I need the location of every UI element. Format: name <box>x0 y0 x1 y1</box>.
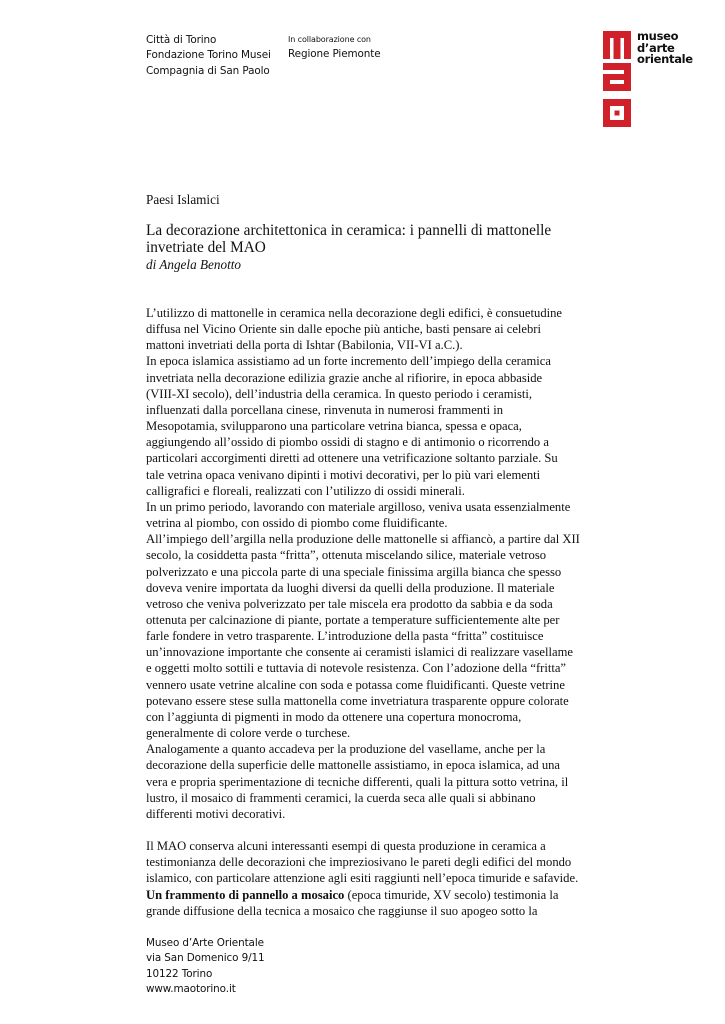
institution-name: Città di Torino <box>146 34 217 46</box>
document-title <box>146 223 616 256</box>
paragraph-gap <box>146 822 586 838</box>
body-line: In un primo periodo, lavorando con materiale argilloso, veniva usata essenzialmente <box>146 499 571 514</box>
body-line <box>146 887 586 903</box>
institution-name: Compagnia di San Paolo <box>146 64 270 77</box>
museum-name-line: d’arte <box>637 40 675 55</box>
institutions-block <box>146 33 286 79</box>
body-line: islamico, con particolare attenzione agli esiti raggiunti nell’epoca timuride e safavide. <box>146 871 579 886</box>
body-line: doveva venire importata da luoghi diversi da quelli della produzione. Il materiale <box>146 580 555 595</box>
body-line: generalmente di colore verde o turchese. <box>146 726 351 741</box>
body-line: lustro, il mosaico di frammenti ceramici, la cuerda seca alle quali si abbinano <box>146 790 536 805</box>
body-line: aggiungendo all’ossido di piombo ossidi di stagno e di antimonio o ricorrendo a <box>146 435 549 450</box>
body-line: polverizzato e una piccola parte di una speciale finissima argilla bianca che spesso <box>146 564 562 579</box>
institution-name: Fondazione Torino Musei <box>146 49 271 62</box>
body-line: L’utilizzo di mattonelle in ceramica nella decorazione degli edifici, è consuetudine <box>146 306 563 320</box>
body-line: un’innovazione importante che consente ai ceramisti islamici di realizzare vasellame <box>146 645 573 660</box>
museum-name-line: orientale <box>637 52 693 66</box>
body-line: In epoca islamica assistiamo ad un forte incremento dell’impiego della ceramica <box>146 354 551 369</box>
title-line: La decorazione architettonica in ceramica: i pannelli di mattonelle <box>146 222 552 239</box>
body-line: Analogamente a quanto accadeva per la produzione del vasellame, anche per la <box>146 742 546 757</box>
collaboration-partner: Regione Piemonte <box>288 48 381 60</box>
footer-museum-name: Museo d’Arte Orientale <box>146 937 264 949</box>
body-line: vera e propria sperimentazione di tecniche differenti, quali la pittura sotto vetrina, il <box>146 774 569 789</box>
mao-logo <box>603 31 703 131</box>
body-line: differenti motivi decorativi. <box>146 806 286 821</box>
body-line: invetriata nella decorazione edilizia grazie anche al rifiorire, in epoca abbaside <box>146 370 543 385</box>
body-line: particolari accorgimenti diretti ad ottenere una vetrificazione soltanto parziale. Su <box>146 451 558 466</box>
footer-city: 10122 Torino <box>146 967 213 980</box>
author-byline: di Angela Benotto <box>146 257 241 272</box>
body-line: diffusa nel Vicino Oriente sin dalle epoche più antiche, basti pensare ai celebri <box>146 322 541 337</box>
body-line: secolo, la cosiddetta pasta “fritta”, ottenuta miscelando silice, materiale vetroso <box>146 548 547 563</box>
body-line: potevano essere stese sulla mattonella come invetriatura trasparente oppure colorate <box>146 693 569 708</box>
body-line: vetrina al piombo, con ossido di piombo come fluidificante. <box>146 516 448 531</box>
body-line: Il MAO conserva alcuni interessanti esempi di questa produzione in ceramica a <box>146 839 546 854</box>
body-line: testimonianza delle decorazioni che impreziosivano le pareti degli edifici del mondo <box>146 855 572 870</box>
section-label: Paesi Islamici <box>146 192 220 207</box>
title-line: invetriate del MAO <box>146 238 266 256</box>
body-line: Mesopotamia, svilupparono una particolare vetrina bianca, spessa e opaca, <box>146 419 522 434</box>
body-line: e oggetti molto sottili e tuttavia di notevole resistenza. Con l’adozione della “fritta” <box>146 661 567 676</box>
body-line-rest: (epoca timuride, XV secolo) testimonia la <box>344 887 559 902</box>
body-line: farle fondere in vetro trasparente. L’introduzione della pasta “fritta” costituisce <box>146 629 544 644</box>
mao-logo-icon <box>603 31 633 131</box>
footer-website: www.maotorino.it <box>146 982 236 995</box>
body-line: grande diffusione della tecnica a mosaico che raggiunse il suo apogeo sotto la <box>146 903 538 918</box>
body-line: (VIII-XI secolo), dell’industria della ceramica. In questo periodo i ceramisti, <box>146 386 533 401</box>
body-line: decorazione della superficie delle mattonelle assistiamo, in epoca islamica, ad una <box>146 758 561 773</box>
body-line: All’impiego dell’argilla nella produzione delle mattonelle si affiancò, a partire dal XII <box>146 532 580 547</box>
body-line: tale vetrina opaca venivano dipinti i motivi decorativi, per lo più vari elementi <box>146 467 541 482</box>
highlight-phrase: Un frammento di pannello a mosaico <box>146 887 345 902</box>
body-line: ottenuta per calcinazione di piante, portate a temperature sufficientemente alte per <box>146 612 560 627</box>
article-body <box>146 305 586 919</box>
body-paragraphs <box>146 305 586 822</box>
body-line: influenzati dalla porcellana cinese, rinvenuta in numerosi frammenti in <box>146 402 504 417</box>
footer-address <box>146 936 306 997</box>
museum-name-line: museo <box>637 29 679 43</box>
museum-name <box>637 31 693 66</box>
footer-street: via San Domenico 9/11 <box>146 952 265 965</box>
body-line: vennero usate vetrine alcaline con soda e potassa come fluidificanti. Queste vetrine <box>146 677 565 692</box>
body-paragraphs <box>146 838 586 886</box>
body-line: vetroso che veniva polverizzato per tale miscela era prodotto da sabbia e da soda <box>146 596 553 611</box>
collaboration-label: In collaborazione con <box>288 35 371 44</box>
collaboration-block <box>288 33 408 62</box>
body-line: con l’aggiunta di pigmenti in modo da ottenere una copertura monocroma, <box>146 709 522 724</box>
body-line: mattoni invetriati della porta di Ishtar (Babilonia, VII-VI a.C.). <box>146 338 463 353</box>
body-line: calligrafici e floreali, realizzati con l’utilizzo di ossidi minerali. <box>146 483 465 498</box>
